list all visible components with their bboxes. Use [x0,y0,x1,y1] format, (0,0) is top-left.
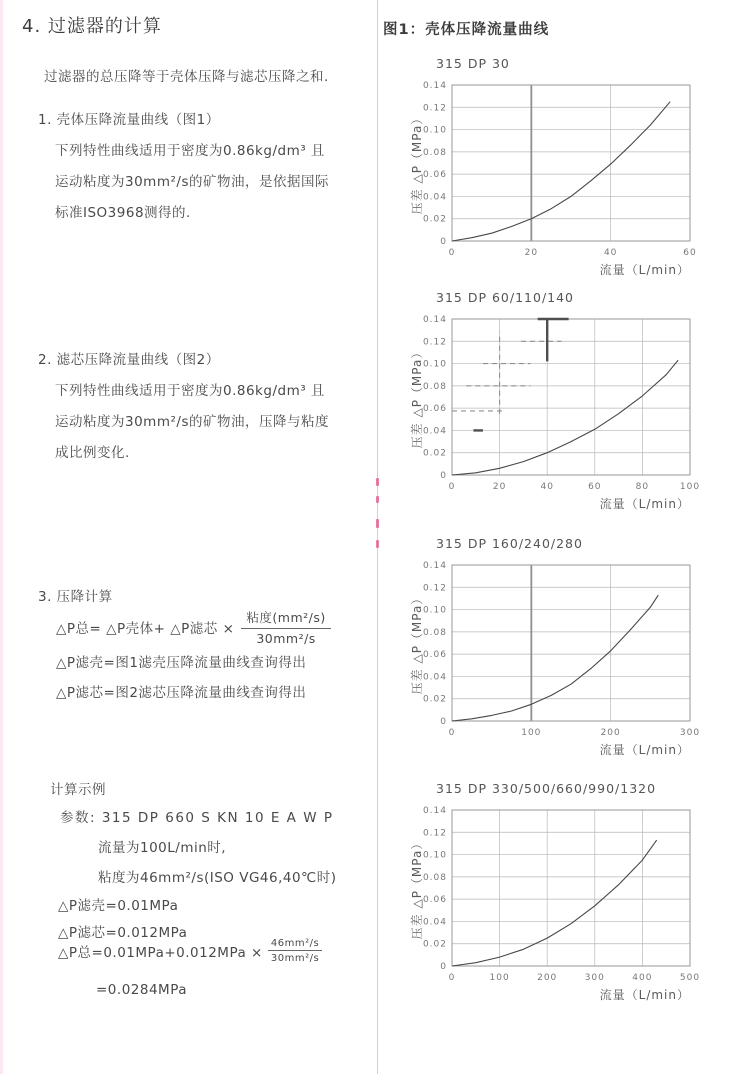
section-heading: 4. 过滤器的计算 [22,16,162,37]
pressure-flow-chart [410,798,716,1004]
y-axis-label: 压差 △P（MPa） [410,836,424,940]
fraction-numerator: 粘度(mm²/s) [241,608,330,629]
item2-paragraph [38,345,378,469]
y-axis-label: 压差 △P（MPa） [410,345,424,449]
pressure-flow-chart [410,307,716,513]
y-tick-label: 0.14 [422,806,447,816]
plot-border [452,565,690,721]
y-tick-label: 0.10 [422,125,447,136]
chart-block-2 [410,290,716,517]
formula-fraction [241,608,330,646]
x-tick-label: 0 [448,482,456,492]
y-tick-label: 0 [440,962,447,972]
y-tick-label: 0.12 [422,103,447,114]
curve [452,595,658,721]
chart-block-1 [410,56,716,283]
y-tick-label: 0.12 [422,828,447,839]
item1-paragraph [38,105,378,229]
example-viscosity-line: 粘度为46mm²/s(ISO VG46,40℃时) [98,870,337,886]
curve [452,102,670,241]
y-axis-label: 压差 △P（MPa） [410,111,424,215]
x-tick-label: 0 [448,973,456,983]
example-fraction-denominator: 30mm²/s [270,953,320,964]
example-dp-core: △P滤芯=0.012MPa [58,925,188,941]
y-tick-label: 0.10 [422,850,447,861]
chart-block-4 [410,781,716,1008]
x-tick-label: 100 [521,728,542,738]
item2-line2: 下列特性曲线适用于密度为0.86kg/dm³ 且 [55,383,325,399]
y-tick-label: 0.10 [422,605,447,616]
divider-scan-dash [376,519,379,528]
pressure-flow-chart [410,73,716,279]
y-tick-label: 0.02 [422,939,447,950]
x-axis-label: 流量（L/min） [599,988,690,1002]
item2-line3: 运动粘度为30mm²/s的矿物油，压降与粘度 [55,414,329,430]
y-tick-label: 0.08 [422,381,447,392]
y-tick-label: 0.14 [422,81,447,91]
item1-line3: 运动粘度为30mm²/s的矿物油，是依据国际 [55,174,329,190]
x-tick-label: 100 [489,973,510,983]
item3-title: 3. 压降计算 [38,589,113,605]
example-flow-line: 流量为100L/min时, [98,840,227,856]
x-tick-label: 500 [679,973,701,983]
curve [452,840,657,966]
x-tick-label: 60 [588,482,602,492]
x-tick-label: 40 [603,248,618,258]
y-tick-label: 0.08 [422,872,447,883]
x-tick-label: 300 [679,728,701,738]
figure-title: 图1：壳体压降流量曲线 [383,22,550,38]
y-tick-label: 0.04 [422,426,447,437]
y-tick-label: 0.10 [422,359,447,370]
example-title: 计算示例 [50,782,106,798]
pressure-formula [56,608,331,646]
x-tick-label: 200 [537,973,558,983]
x-tick-label: 400 [632,973,653,983]
y-axis-label: 压差 △P（MPa） [410,591,424,695]
y-tick-label: 0.02 [422,694,447,705]
formula-note1: △P滤壳=图1滤壳压降流量曲线查询得出 [56,655,307,671]
x-tick-label: 100 [679,482,701,492]
x-tick-label: 40 [540,482,554,492]
y-tick-label: 0.04 [422,917,447,928]
divider-scan-dash [376,478,379,486]
x-tick-label: 0 [448,728,456,738]
page-edge-tint [0,0,3,1074]
y-tick-label: 0.02 [422,214,447,225]
y-tick-label: 0.08 [422,627,447,638]
chart-block-3 [410,536,716,763]
divider-scan-dash [376,496,379,503]
x-axis-label: 流量（L/min） [599,743,690,757]
item1-line4: 标准ISO3968测得的. [55,205,191,221]
x-tick-label: 0 [448,248,456,258]
example-fraction [268,938,322,964]
y-tick-label: 0 [440,717,447,727]
y-tick-label: 0.06 [422,404,447,415]
x-axis-label: 流量（L/min） [599,497,690,511]
y-tick-label: 0 [440,471,447,481]
example-param-line: 参数: 315 DP 660 S KN 10 E A W P [60,810,334,826]
item1-line2: 下列特性曲线适用于密度为0.86kg/dm³ 且 [55,143,325,159]
formula-left-part: △P总= △P壳体+ △P滤芯 × [56,621,235,637]
x-tick-label: 300 [584,973,605,983]
intro-paragraph: 过滤器的总压降等于壳体压降与滤芯压降之和. [44,69,329,85]
divider-scan-dash [376,540,379,548]
x-tick-label: 20 [524,248,539,258]
y-tick-label: 0.12 [422,337,447,348]
formula-note2: △P滤芯=图2滤芯压降流量曲线查询得出 [56,685,307,701]
plot-border [452,810,690,966]
y-tick-label: 0.02 [422,448,447,459]
y-tick-label: 0.08 [422,147,447,158]
example-total-left: △P总=0.01MPa+0.012MPa × [58,945,263,961]
y-tick-label: 0.14 [422,315,447,325]
item1-line1: 1. 壳体压降流量曲线（图1） [38,112,220,128]
y-tick-label: 0.14 [422,561,447,571]
chart-title: 315 DP 30 [436,56,510,71]
item2-line1: 2. 滤芯压降流量曲线（图2） [38,352,220,368]
x-tick-label: 20 [492,482,507,492]
y-tick-label: 0.06 [422,170,447,181]
chart-title: 315 DP 330/500/660/990/1320 [436,781,657,796]
x-tick-label: 200 [600,728,621,738]
plot-border [452,85,690,241]
y-tick-label: 0 [440,237,447,247]
example-fraction-numerator: 46mm²/s [268,938,322,951]
example-total-formula [58,938,322,964]
fraction-denominator: 30mm²/s [256,631,316,646]
plot-border [452,319,690,475]
x-tick-label: 60 [683,248,697,258]
y-tick-label: 0.06 [422,650,447,661]
x-tick-label: 80 [635,482,650,492]
y-tick-label: 0.04 [422,672,447,683]
curve [452,360,678,475]
example-dp-shell: △P滤壳=0.01MPa [58,898,179,914]
x-axis-label: 流量（L/min） [599,263,690,277]
chart-title: 315 DP 160/240/280 [436,536,583,551]
pressure-flow-chart [410,553,716,759]
example-result: =0.0284MPa [96,982,188,998]
y-tick-label: 0.04 [422,192,447,203]
item2-line4: 成比例变化. [55,445,130,461]
chart-title: 315 DP 60/110/140 [436,290,575,305]
y-tick-label: 0.06 [422,895,447,906]
y-tick-label: 0.12 [422,583,447,594]
